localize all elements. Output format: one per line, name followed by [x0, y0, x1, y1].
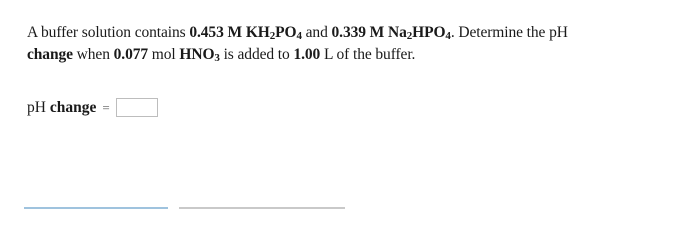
answer-label-change: change [45, 98, 97, 116]
answer-label-ph: pH [27, 98, 46, 116]
question-intro: A buffer solution contains [27, 24, 190, 41]
question-change-word: change [27, 46, 73, 63]
question-and: and [301, 24, 332, 41]
divider-gray [179, 207, 345, 209]
question-when: when [72, 46, 114, 63]
question-determine: . Determine the pH [450, 24, 568, 41]
formula-kh2po4: $KH_2PO_4$ [245, 24, 302, 42]
concentration-kh2po4: 0.453 M [189, 24, 246, 41]
formula-hno3: $HNO_3$ [179, 46, 220, 64]
buffer-volume: 1.00 [293, 46, 321, 63]
question-text [27, 22, 667, 66]
answer-label-text [27, 99, 96, 117]
divider-blue [24, 207, 168, 209]
question-added: is added to [219, 46, 294, 63]
answer-row [27, 98, 158, 117]
question-end: L of the buffer. [320, 46, 416, 63]
question-mol: mol [148, 46, 180, 63]
formula-na2hpo4: $Na_2HPO_4$ [387, 24, 451, 42]
amount-hno3: 0.077 [113, 46, 149, 63]
answer-equals-sign: = [102, 99, 110, 115]
ph-change-input[interactable] [116, 98, 158, 117]
concentration-na2hpo4: 0.339 M [331, 24, 388, 41]
